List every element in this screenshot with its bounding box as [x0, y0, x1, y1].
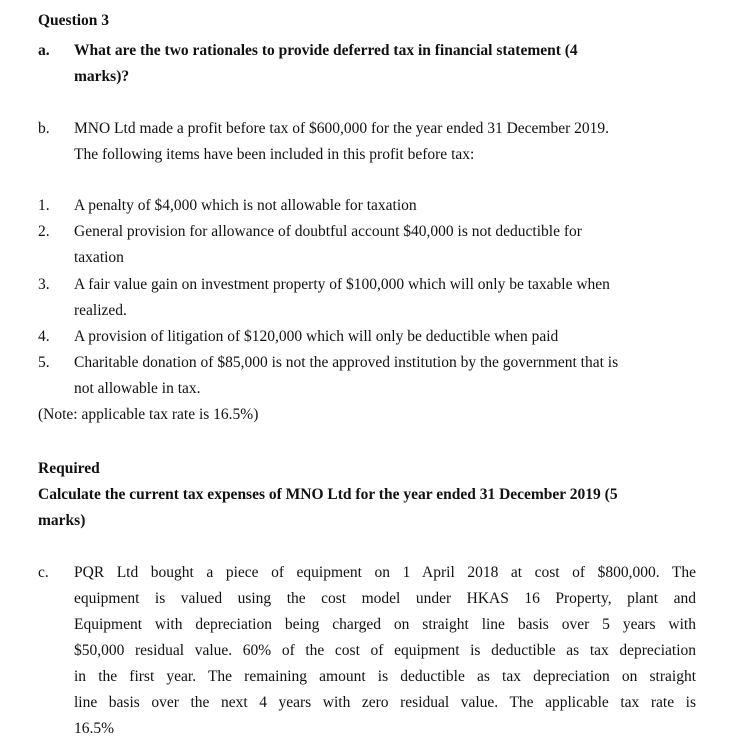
item-1-number: 1. [38, 197, 50, 214]
part-c-line-3: Equipment with depreciation being charged on straight line basis over 5 years with [74, 616, 696, 633]
item-5-line-2: not allowable in tax. [74, 380, 201, 397]
tax-rate-note: (Note: applicable tax rate is 16.5%) [38, 406, 259, 423]
item-3-number: 3. [38, 276, 50, 293]
part-b-intro-line-2: The following items have been included in this profit before tax: [74, 146, 475, 163]
question-title: Question 3 [38, 12, 110, 29]
part-c-line-2: equipment is valued using the cost model under HKAS 16 Property, plant and [74, 590, 696, 607]
item-2-line-1: General provision for allowance of doubtful account $40,000 is not deductible for [74, 223, 582, 240]
part-c-line-1: PQR Ltd bought a piece of equipment on 1 April 2018 at cost of $800,000. The [74, 564, 696, 581]
item-3-line-1: A fair value gain on investment property of $100,000 which will only be taxable when [74, 276, 610, 293]
item-4-number: 4. [38, 328, 50, 345]
item-2-number: 2. [38, 223, 50, 240]
item-1-line-1: A penalty of $4,000 which is not allowable for taxation [74, 197, 417, 214]
part-b-label: b. [38, 120, 50, 137]
required-line-1: Calculate the current tax expenses of MNO Ltd for the year ended 31 December 2019 (5 [38, 486, 618, 503]
part-c-line-6: line basis over the next 4 years with zero residual value. The applicable tax rate is [74, 694, 696, 711]
part-a-line-1: What are the two rationales to provide deferred tax in financial statement (4 [74, 42, 578, 59]
item-2-line-2: taxation [74, 249, 124, 266]
part-a-line-2: marks)? [74, 68, 130, 85]
item-5-line-1: Charitable donation of $85,000 is not the approved institution by the government that is [74, 354, 619, 371]
part-c-line-5: in the first year. The remaining amount is deductible as tax depreciation on straight [74, 668, 696, 685]
part-b-intro-line-1: MNO Ltd made a profit before tax of $600,000 for the year ended 31 December 2019. [74, 120, 609, 137]
part-a-label: a. [38, 42, 50, 59]
required-line-2: marks) [38, 512, 86, 529]
part-c-label: c. [38, 564, 49, 581]
part-c-line-7: 16.5% [74, 720, 115, 737]
part-c-line-4: $50,000 residual value. 60% of the cost of equipment is deductible as tax depreciation [74, 642, 696, 659]
item-5-number: 5. [38, 354, 50, 371]
item-3-line-2: realized. [74, 302, 127, 319]
item-4-line-1: A provision of litigation of $120,000 which will only be deductible when paid [74, 328, 559, 345]
required-heading: Required [38, 460, 100, 477]
